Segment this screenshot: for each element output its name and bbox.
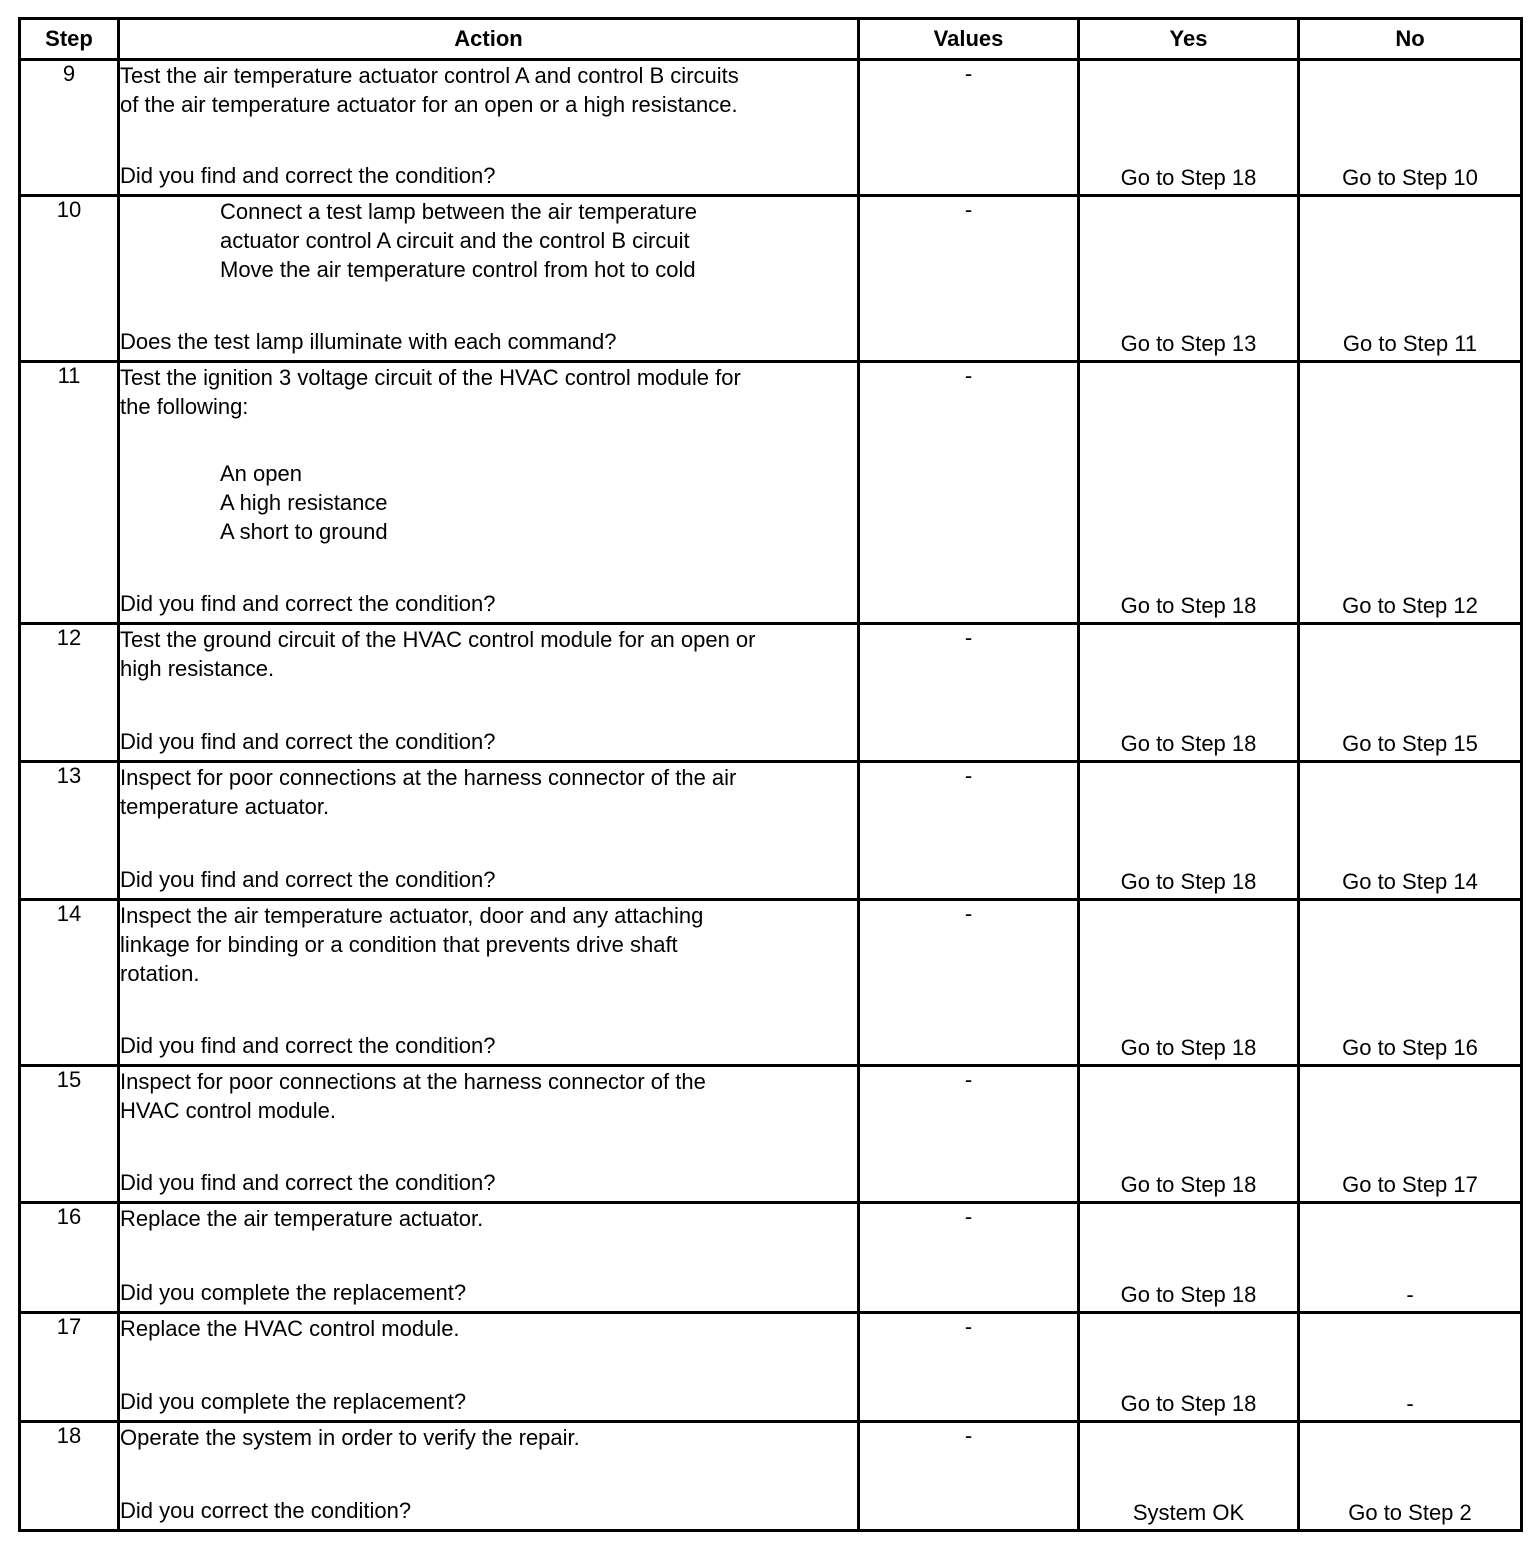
no-result: Go to Step 11 [1342,331,1478,356]
step-number: 9 [20,60,119,196]
action-question: Did you find and correct the condition? [120,591,496,616]
action-text: Inspect the air temperature actuator, door and any attaching [120,903,704,928]
step-number: 13 [20,762,119,900]
step-number: 12 [20,624,119,762]
yes-cell [1079,1066,1299,1203]
action-text: Inspect for poor connections at the harness connector of the air [120,765,737,790]
yes-cell [1079,362,1299,624]
no-cell [1299,362,1522,624]
action-text: Inspect for poor connections at the harness connector of the [120,1069,706,1094]
yes-result: Go to Step 18 [1120,593,1257,618]
values-cell: - [859,762,1079,900]
yes-result: Go to Step 18 [1120,1391,1257,1416]
action-question: Did you complete the replacement? [120,1389,467,1414]
table-row [20,1313,1522,1422]
action-cell [119,362,859,624]
action-list-item: A high resistance [220,490,388,515]
action-text: high resistance. [120,656,275,681]
action-text: temperature actuator. [120,794,330,819]
no-result: Go to Step 10 [1342,165,1478,190]
values-cell: - [859,1422,1079,1531]
no-cell [1299,1066,1522,1203]
action-text: linkage for binding or a condition that prevents drive shaft [120,932,678,957]
step-number: 16 [20,1203,119,1313]
table-row [20,900,1522,1066]
header-no: No [1299,19,1522,60]
step-number: 18 [20,1422,119,1531]
action-cell [119,624,859,762]
values-cell: - [859,624,1079,762]
action-cell [119,1313,859,1422]
action-text: of the air temperature actuator for an open or a high resistance. [120,92,738,117]
yes-cell [1079,1313,1299,1422]
action-cell [119,196,859,362]
no-cell [1299,1422,1522,1531]
action-question: Does the test lamp illuminate with each command? [120,329,617,354]
action-question: Did you find and correct the condition? [120,1033,496,1058]
step-number: 17 [20,1313,119,1422]
yes-cell [1079,900,1299,1066]
action-cell [119,900,859,1066]
yes-result: Go to Step 18 [1120,1172,1257,1197]
no-cell [1299,762,1522,900]
action-text: the following: [120,394,249,419]
table-row [20,1066,1522,1203]
no-result: - [1406,1282,1414,1307]
values-cell: - [859,1066,1079,1203]
action-question: Did you find and correct the condition? [120,729,496,754]
action-text: HVAC control module. [120,1098,337,1123]
values-cell: - [859,1313,1079,1422]
action-text: rotation. [120,961,200,986]
no-result: Go to Step 15 [1342,731,1478,756]
action-cell [119,1422,859,1531]
no-result: Go to Step 17 [1342,1172,1478,1197]
step-number: 14 [20,900,119,1066]
yes-cell [1079,1203,1299,1313]
action-question: Did you find and correct the condition? [120,163,496,188]
table-row [20,1203,1522,1313]
yes-result: System OK [1132,1500,1245,1525]
table-row [20,1422,1522,1531]
action-text: Replace the air temperature actuator. [120,1206,484,1231]
no-result: Go to Step 16 [1342,1035,1478,1060]
no-cell [1299,1313,1522,1422]
action-list-item: An open [220,461,302,486]
action-list-item: Move the air temperature control from hot to cold [220,257,696,282]
no-result: Go to Step 12 [1342,593,1478,618]
step-number: 15 [20,1066,119,1203]
action-text: Test the air temperature actuator control A and control B circuits [120,63,739,88]
action-list-item: A short to ground [220,519,388,544]
yes-cell [1079,60,1299,196]
table-row [20,362,1522,624]
action-question: Did you complete the replacement? [120,1280,467,1305]
no-result: Go to Step 2 [1348,1500,1472,1525]
header-yes: Yes [1079,19,1299,60]
header-action: Action [119,19,859,60]
yes-cell [1079,196,1299,362]
header-row [20,19,1522,60]
no-cell [1299,900,1522,1066]
values-cell: - [859,196,1079,362]
values-cell: - [859,900,1079,1066]
action-cell [119,1203,859,1313]
action-list-item: actuator control A circuit and the control B circuit [220,228,690,253]
step-number: 10 [20,196,119,362]
yes-result: Go to Step 13 [1120,331,1257,356]
action-text: Test the ground circuit of the HVAC control module for an open or [120,627,756,652]
action-question: Did you find and correct the condition? [120,1170,496,1195]
action-cell [119,1066,859,1203]
header-values: Values [859,19,1079,60]
yes-result: Go to Step 18 [1120,165,1257,190]
yes-result: Go to Step 18 [1120,731,1257,756]
yes-cell [1079,1422,1299,1531]
values-cell: - [859,362,1079,624]
table-row [20,196,1522,362]
yes-cell [1079,762,1299,900]
step-number: 11 [20,362,119,624]
no-cell [1299,624,1522,762]
no-cell [1299,60,1522,196]
yes-result: Go to Step 18 [1120,1035,1257,1060]
table-row [20,624,1522,762]
action-question: Did you find and correct the condition? [120,867,496,892]
yes-result: Go to Step 18 [1120,869,1257,894]
no-cell [1299,196,1522,362]
yes-result: Go to Step 18 [1120,1282,1257,1307]
values-cell: - [859,1203,1079,1313]
action-list-item: Connect a test lamp between the air temperature [220,199,697,224]
action-cell [119,762,859,900]
header-step: Step [20,19,119,60]
no-cell [1299,1203,1522,1313]
action-text: Test the ignition 3 voltage circuit of the HVAC control module for [120,365,741,390]
diagnostic-table [18,17,1523,1532]
yes-cell [1079,624,1299,762]
table-row [20,762,1522,900]
action-question: Did you correct the condition? [120,1498,412,1523]
action-cell [119,60,859,196]
no-result: Go to Step 14 [1342,869,1478,894]
table-row [20,60,1522,196]
no-result: - [1406,1391,1414,1416]
action-text: Replace the HVAC control module. [120,1316,460,1341]
action-text: Operate the system in order to verify the repair. [120,1425,580,1450]
values-cell: - [859,60,1079,196]
